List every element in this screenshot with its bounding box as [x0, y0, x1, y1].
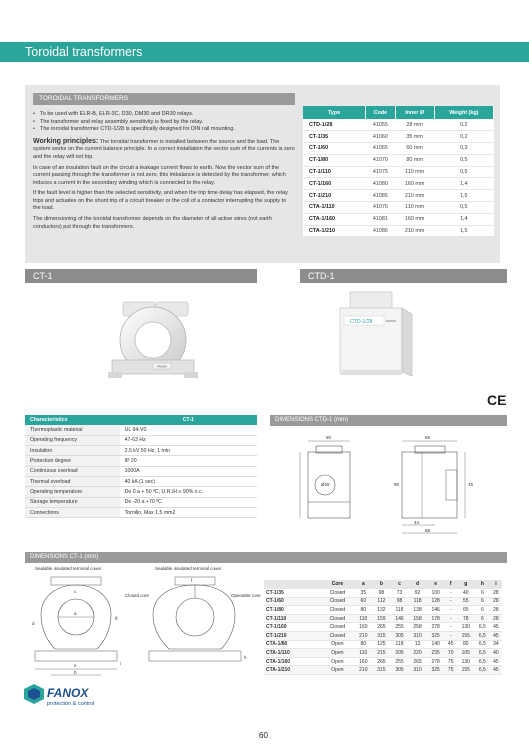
table-cell: 146 — [390, 614, 408, 623]
table-cell: 112 — [372, 597, 390, 606]
table-cell: CT-1/35 — [303, 131, 366, 143]
table-cell: 45 — [490, 623, 502, 632]
table-cell: 13 — [409, 640, 427, 649]
table-cell: 160 mm — [395, 213, 434, 225]
table-cell: 130 — [457, 623, 475, 632]
ct-letter-g: g — [115, 615, 118, 620]
dims-table-row — [264, 623, 502, 632]
table-cell: 35 mm — [395, 131, 434, 143]
ct-letter-b: b — [74, 670, 77, 675]
table-cell: 278 — [427, 657, 445, 666]
table-cell: 41081 — [366, 213, 395, 225]
type-table-row — [303, 213, 494, 225]
table-cell: 6,5 — [475, 631, 490, 640]
char-table-row — [25, 435, 257, 445]
table-cell: 1,4 — [434, 213, 493, 225]
dims-header-cell: Core — [321, 580, 355, 589]
dims-header-cell: f — [445, 580, 457, 589]
table-cell: 155 — [457, 631, 475, 640]
bullet-item: • To be used with ELR-B, ELR-3C, D30, DM30 and DR30 relays. — [33, 111, 295, 119]
table-cell: 146 — [427, 606, 445, 615]
ctd1-product-label: CTD-1 — [300, 269, 507, 283]
table-cell: 315 — [372, 666, 390, 675]
table-cell: 0,3 — [434, 143, 493, 155]
table-cell: 155 — [457, 666, 475, 675]
dims-header-cell: a — [354, 580, 372, 589]
dims-header-cell — [264, 580, 321, 589]
char-table-row — [25, 476, 257, 486]
table-cell: Continuous overload — [25, 466, 120, 476]
table-cell: 158 — [409, 614, 427, 623]
char-table-row — [25, 456, 257, 466]
ctd1-front-text: CTD-1/28 — [350, 319, 373, 325]
logo-tagline: protection & control — [47, 701, 95, 707]
principles-text: The toroidal transformer is installed between the source and the load. The system works on the current balance principle. In a correct installation the vector sum of the currents is zero and the relay will not trip. — [33, 138, 295, 160]
table-cell: 205 — [390, 649, 408, 658]
ct-letter-h: h — [244, 655, 247, 660]
table-cell: 160 — [354, 623, 372, 632]
ctd-dim-bottom-1: 44 — [414, 520, 420, 525]
table-cell: 118 — [390, 640, 408, 649]
table-cell: 0,2 — [434, 131, 493, 143]
table-cell: 35 — [354, 589, 372, 598]
table-cell: CTA-1/160 — [303, 213, 366, 225]
table-cell: 6,5 — [475, 666, 490, 675]
table-cell: Thermal overload — [25, 476, 120, 486]
char-table-row — [25, 466, 257, 476]
dims-header-cell: i — [490, 580, 502, 589]
table-cell: 265 — [372, 623, 390, 632]
ce-mark: CE — [487, 392, 507, 408]
table-cell: 60 — [354, 597, 372, 606]
table-cell: 28 mm — [395, 119, 434, 131]
table-cell: 315 — [372, 631, 390, 640]
table-cell: 210 mm — [395, 190, 434, 202]
paragraph-dimensioning: The dimensioning of the toroidal transformer depends on the diameter of all active wires (not earth conductors) put through the transformers. — [33, 216, 272, 230]
table-cell: 0,5 — [434, 202, 493, 214]
type-table-row — [303, 225, 494, 237]
page-title: Toroidal transformers — [25, 45, 143, 59]
table-cell: - — [445, 589, 457, 598]
bullet-item: • The toroidal transformer CTD-1/28 is specifically designed for DIN rail mounting. — [33, 126, 295, 134]
table-cell: 55 — [457, 597, 475, 606]
table-cell: CT-1/35 — [264, 589, 321, 598]
type-table-row — [303, 154, 494, 166]
table-cell: 92 — [409, 589, 427, 598]
header-ct1: CT-1 — [120, 415, 257, 425]
table-cell: 41076 — [366, 202, 395, 214]
table-cell: 6 — [475, 589, 490, 598]
table-cell: 98 — [372, 589, 390, 598]
table-cell: 118 — [409, 597, 427, 606]
table-cell: CT-1/160 — [264, 623, 321, 632]
dims-table-row — [264, 666, 502, 675]
paragraph-fault: In case of an insulation fault on the circuit a leakage current flows to earth. Now the vector sum of the current passing through the transformer is not zero, this imbalance is detected by the transformer, which induces a current in the secondary winding which is connected to the relay. — [33, 164, 286, 186]
dims-header-cell: h — [475, 580, 490, 589]
table-cell: 41055 — [366, 119, 395, 131]
header-code: Code — [366, 106, 395, 119]
table-cell: 310 — [409, 631, 427, 640]
table-cell: 310 — [409, 666, 427, 675]
table-cell: 325 — [427, 631, 445, 640]
dims-table-row — [264, 649, 502, 658]
char-table-row — [25, 446, 257, 456]
table-cell: 80 mm — [395, 154, 434, 166]
table-cell: De -20 a +70 ºC — [120, 497, 257, 507]
table-cell: Open — [321, 657, 355, 666]
characteristics-table — [25, 415, 257, 518]
table-cell: Closed — [321, 589, 355, 598]
ct-letter-a: a — [74, 611, 77, 616]
table-cell: CTA-1/210 — [264, 666, 321, 675]
table-cell: CT-1/210 — [303, 190, 366, 202]
table-cell: 80 — [354, 640, 372, 649]
header-characteristics: Characteristics — [25, 415, 120, 425]
dims-header-cell: b — [372, 580, 390, 589]
ct-letter-d: d — [32, 621, 35, 626]
table-cell: 28 — [490, 589, 502, 598]
table-cell: - — [445, 623, 457, 632]
page-title-bar — [0, 42, 529, 62]
table-cell: 265 — [409, 657, 427, 666]
table-cell: 0,5 — [434, 154, 493, 166]
table-cell: - — [445, 614, 457, 623]
table-cell: 160 mm — [395, 178, 434, 190]
table-cell: 1,4 — [434, 178, 493, 190]
table-cell: 45 — [490, 666, 502, 675]
table-cell: 28 — [490, 614, 502, 623]
type-table-row — [303, 202, 494, 214]
principles-title: Working principles: — [33, 137, 99, 145]
char-table-row — [25, 507, 257, 517]
ctd-dim-top-right: 65 — [425, 435, 431, 440]
bullet-item: • The transformer and relay assembly sensitivity is fixed by the relay. — [33, 119, 295, 127]
table-cell: CT-1/110 — [264, 614, 321, 623]
table-cell: 105 — [457, 649, 475, 658]
char-table-row — [25, 487, 257, 497]
dims-table-row — [264, 606, 502, 615]
table-cell: 210 — [354, 666, 372, 675]
table-cell: 6 — [475, 597, 490, 606]
table-cell: 34 — [490, 640, 502, 649]
char-table-row — [25, 425, 257, 435]
table-cell: Closed — [321, 623, 355, 632]
table-cell: 45 — [490, 657, 502, 666]
dims-header-cell: g — [457, 580, 475, 589]
table-cell: 41080 — [366, 178, 395, 190]
table-cell: 118 — [390, 606, 408, 615]
table-cell: 41075 — [366, 166, 395, 178]
char-table-row — [25, 497, 257, 507]
table-cell: 41065 — [366, 143, 395, 155]
header-type: Type — [303, 106, 366, 119]
table-cell: Tornillo, Max 1,5 mm2 — [120, 507, 257, 517]
table-cell: 40 kA (1 sec) — [120, 476, 257, 486]
page-number: 60 — [259, 731, 268, 740]
char-table-header — [25, 415, 257, 425]
table-cell: Connections — [25, 507, 120, 517]
table-cell: 75 — [445, 657, 457, 666]
table-cell: UL 94-V0 — [120, 425, 257, 435]
table-cell: 110 — [354, 649, 372, 658]
dims-header-cell: c — [390, 580, 408, 589]
type-table-row — [303, 178, 494, 190]
principles-paragraph — [33, 137, 295, 162]
table-cell: CTD-1/28 — [303, 119, 366, 131]
ctd1-brand-text: FANOX — [386, 319, 397, 323]
ctd-dimensions-heading: DIMENSIONS CTD-1 (mm) — [270, 415, 507, 426]
table-cell: 70 — [445, 649, 457, 658]
table-cell: 235 — [427, 649, 445, 658]
cover-left-label: Sealable insulated terminal cover — [35, 566, 102, 571]
table-cell: 0,2 — [434, 119, 493, 131]
table-cell: CTA-1/210 — [303, 225, 366, 237]
table-cell: 78 — [457, 614, 475, 623]
table-cell: 6,5 — [475, 623, 490, 632]
table-cell: CTA-1/80 — [264, 640, 321, 649]
info-heading: TOROIDAL TRANSFORMERS — [33, 93, 295, 105]
ctd-dim-bottom-2: 58 — [425, 528, 431, 533]
type-table-row — [303, 131, 494, 143]
table-cell: 41070 — [366, 154, 395, 166]
table-cell: 40 — [490, 649, 502, 658]
table-cell: 28 — [490, 597, 502, 606]
ctd-dim-top-left: 50 — [326, 435, 332, 440]
table-cell: De 0 a + 50 ºC, U.R./H ≤ 90% n.c. — [120, 487, 257, 497]
ctd-dim-right: 45 — [468, 482, 474, 487]
table-cell: 210 — [354, 631, 372, 640]
table-cell: 28 — [490, 606, 502, 615]
closed-core-label: Closed core — [125, 593, 150, 598]
table-cell: Protection degree — [25, 456, 120, 466]
ct-dimensions-drawing — [25, 565, 263, 680]
ct-letter-e: e — [74, 663, 77, 668]
table-cell: IP 20 — [120, 456, 257, 466]
type-table-row — [303, 190, 494, 202]
table-cell: 41060 — [366, 131, 395, 143]
table-cell: 2,5 kV 50 Hz, 1 min — [120, 446, 257, 456]
table-cell: Open — [321, 649, 355, 658]
table-cell: 1,5 — [434, 225, 493, 237]
table-cell: CT-1/80 — [264, 606, 321, 615]
table-cell: 65 — [457, 606, 475, 615]
table-cell: 80 — [354, 606, 372, 615]
table-cell: 128 — [427, 597, 445, 606]
dims-table-row — [264, 614, 502, 623]
table-cell: 215 — [372, 649, 390, 658]
table-cell: - — [445, 606, 457, 615]
table-cell: 40 — [457, 589, 475, 598]
table-cell: 45 — [445, 640, 457, 649]
ct-letter-f: f — [191, 578, 193, 583]
dims-table-row — [264, 640, 502, 649]
table-cell: 278 — [427, 623, 445, 632]
table-cell: CTA-1/110 — [303, 202, 366, 214]
ct-letter-c: c — [74, 589, 77, 594]
table-cell: CT-1/80 — [303, 154, 366, 166]
table-cell: 325 — [427, 666, 445, 675]
table-cell: Open — [321, 666, 355, 675]
table-cell: 255 — [390, 657, 408, 666]
table-cell: 305 — [390, 666, 408, 675]
cover-right-label: Sealable insulated terminal cover — [155, 566, 222, 571]
table-cell: 110 — [354, 614, 372, 623]
table-cell: 47-63 Hz — [120, 435, 257, 445]
table-cell: 6,5 — [475, 640, 490, 649]
table-cell: 60 mm — [395, 143, 434, 155]
openable-core-label: Openable core — [231, 593, 261, 598]
table-cell: 130 — [457, 657, 475, 666]
table-cell: 75 — [445, 666, 457, 675]
table-cell: 159 — [372, 614, 390, 623]
table-cell: 0,5 — [434, 166, 493, 178]
table-cell: 265 — [372, 657, 390, 666]
table-cell: 138 — [409, 606, 427, 615]
type-table-row — [303, 143, 494, 155]
table-cell: 110 mm — [395, 202, 434, 214]
table-cell: Operating frequency — [25, 435, 120, 445]
dims-header-cell: d — [409, 580, 427, 589]
table-cell: Open — [321, 640, 355, 649]
info-text — [33, 111, 295, 234]
table-cell: Storage temperature — [25, 497, 120, 507]
table-cell: 80 — [457, 640, 475, 649]
table-cell: CT-1/210 — [264, 631, 321, 640]
table-cell: 160 — [354, 657, 372, 666]
dims-table-header — [264, 580, 502, 589]
table-cell: 6 — [475, 606, 490, 615]
table-cell: Closed — [321, 631, 355, 640]
ct1-product-image — [98, 290, 208, 385]
type-table-header — [303, 106, 494, 119]
table-cell: Operating temperature — [25, 487, 120, 497]
table-cell: 1000A — [120, 466, 257, 476]
dimensions-table — [264, 580, 502, 675]
table-cell: - — [445, 631, 457, 640]
dims-table-row — [264, 589, 502, 598]
table-cell: CT-1/60 — [303, 143, 366, 155]
table-cell: CT-1/60 — [264, 597, 321, 606]
dims-header-cell: e — [427, 580, 445, 589]
ct-letter-i: i — [120, 661, 121, 666]
ctd-dim-center: 90 — [394, 482, 400, 487]
header-inner-diameter: Inner Ø — [395, 106, 434, 119]
info-bullets — [33, 111, 295, 134]
table-cell: 6,5 — [475, 657, 490, 666]
fanox-logo-icon — [22, 683, 46, 705]
table-cell: 6,5 — [475, 649, 490, 658]
table-cell: 100 — [427, 589, 445, 598]
table-cell: 140 — [427, 640, 445, 649]
table-cell: 210 mm — [395, 225, 434, 237]
paragraph-trip: If the fault level is higher than the selected sensitivity, and when the trip time delay has elapsed, the relay trips and actuates on the shunt trip of a circuit breaker or the coil of a contactor interrupting the supply to the load. — [33, 190, 288, 212]
table-cell: 255 — [390, 623, 408, 632]
dims-table-row — [264, 597, 502, 606]
type-table — [303, 106, 494, 237]
table-cell: - — [445, 597, 457, 606]
table-cell: CT-1/160 — [303, 178, 366, 190]
table-cell: 41085 — [366, 190, 395, 202]
table-cell: 258 — [409, 623, 427, 632]
table-cell: 73 — [390, 589, 408, 598]
table-cell: Closed — [321, 597, 355, 606]
ct-dimensions-heading: DIMENSIONS CT-1 (mm) — [25, 552, 507, 563]
type-table-row — [303, 166, 494, 178]
table-cell: Insulation — [25, 446, 120, 456]
table-cell: CT-1/110 — [303, 166, 366, 178]
table-cell: CTA-1/160 — [264, 657, 321, 666]
table-cell: 98 — [390, 597, 408, 606]
ctd1-product-image — [330, 290, 420, 380]
ctd-hole-label: Ø28 — [321, 482, 330, 487]
table-cell: 132 — [372, 606, 390, 615]
header-weight: Weight (kg) — [434, 106, 493, 119]
logo-name: FANOX — [47, 686, 89, 700]
dims-table-row — [264, 657, 502, 666]
ct1-sticker-text: FANOX — [156, 364, 168, 369]
table-cell: 178 — [427, 614, 445, 623]
table-cell: Closed — [321, 606, 355, 615]
ctd-dimensions-drawing — [270, 430, 507, 540]
table-cell: 6 — [475, 614, 490, 623]
table-cell: 125 — [372, 640, 390, 649]
type-table-row — [303, 119, 494, 131]
table-cell: 45 — [490, 631, 502, 640]
table-cell: 110 mm — [395, 166, 434, 178]
table-cell: 220 — [409, 649, 427, 658]
table-cell: 1,5 — [434, 190, 493, 202]
table-cell: Closed — [321, 614, 355, 623]
table-cell: 305 — [390, 631, 408, 640]
dims-table-row — [264, 631, 502, 640]
table-cell: Thermoplastic material — [25, 425, 120, 435]
table-cell: 41086 — [366, 225, 395, 237]
table-cell: CTA-1/110 — [264, 649, 321, 658]
ct1-product-label: CT-1 — [25, 269, 257, 283]
